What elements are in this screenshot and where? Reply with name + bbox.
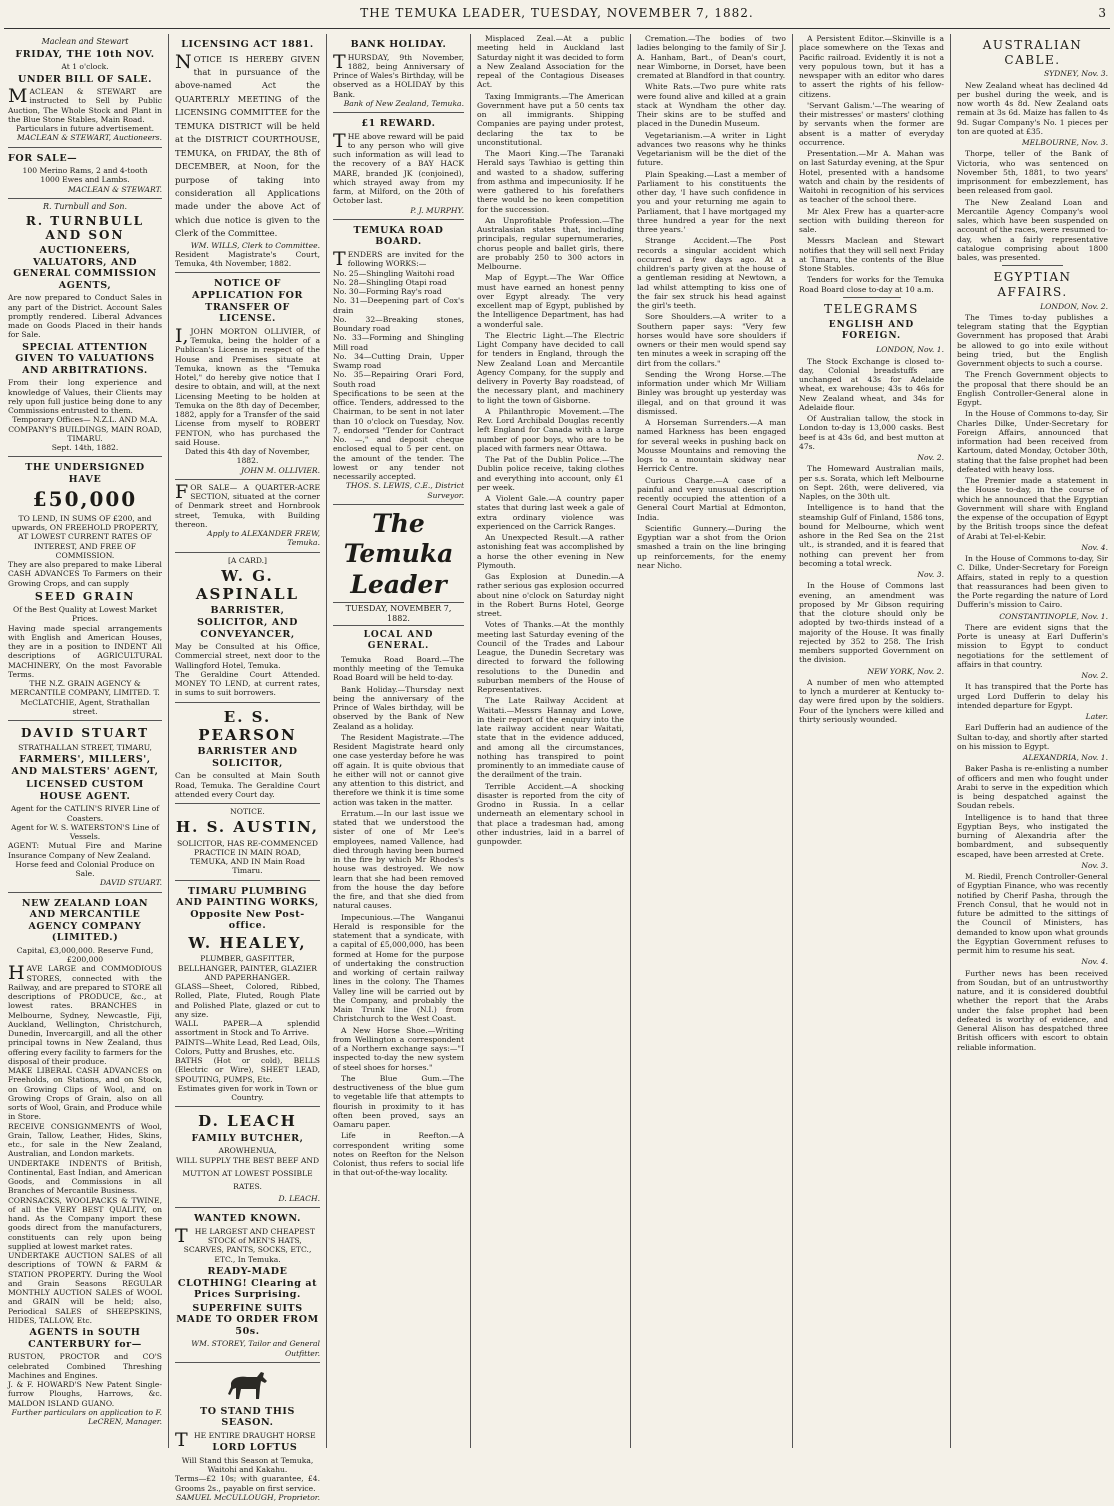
ad-body: Can be consulted at Main South Road, Temuka. The Geraldine Court attended every Court day. bbox=[175, 771, 320, 799]
ad-title: SOLICITOR, HAS RE-COMMENCED PRACTICE IN MAIN ROAD, TEMUKA, AND IN Main Road Timaru. bbox=[176, 838, 319, 876]
quarter-acre-ad bbox=[175, 480, 320, 553]
news-paragraph: A Violent Gale.—A country paper states that during last week a gale of extra ordinary violence was experienced on the Carrick Ranges. bbox=[477, 494, 624, 531]
masthead-rule bbox=[4, 28, 1110, 29]
column-1 bbox=[4, 34, 168, 1448]
news-paragraph: Earl Dufferin had an audience of the Sultan to-day, and shortly after started on his mission to Egypt. bbox=[957, 723, 1108, 751]
ad-title: BANK HOLIDAY. bbox=[350, 39, 447, 50]
issue-date: TUESDAY, NOVEMBER 7, 1882. bbox=[333, 602, 464, 626]
dateline: Later. bbox=[1085, 712, 1108, 721]
dateline: NEW YORK, Nov. 2. bbox=[867, 666, 944, 676]
egyptian-affairs-heading: EGYPTIAN AFFAIRS. bbox=[993, 270, 1072, 299]
ad-title: FOR SALE— bbox=[8, 152, 78, 164]
ad-signature: THE N.Z. GRAIN AGENCY & MERCANTILE COMPANY, LIMITED. T. McCLATCHIE, Agent, Strathallan street. bbox=[10, 679, 160, 716]
news-paragraph: 'Servant Galism.'—The wearing of their mistresses' or masters' clothing by servants when the former are absent is a matter of everyday occurrence. bbox=[799, 100, 944, 147]
news-paragraph: M. Riedil, French Controller-General of Egyptian Finance, who was recently notified by Cherif Pasha, through the French Consul, that he would not in future be admitted to the sittings of the Council of Ministers, has demanded to know upon what grounds the Egyptian Government refuses to permit him to resume his seat. bbox=[957, 872, 1108, 955]
news-paragraph: Temuka Road Board.—The monthly meeting of the Temuka Road Board will be held to-day. bbox=[333, 654, 464, 683]
ad-signature: P. J. MURPHY. bbox=[410, 205, 464, 215]
news-paragraph: Presentation.—Mr A. Mahan was on last Saturday evening, at the Spur Hotel, presented with a handsome watch and chain by the residents of Waitohi in recognition of his services as teacher of the school there. bbox=[799, 149, 944, 205]
ad-body: Of the Best Quality at Lowest Market Prices. bbox=[12, 605, 158, 624]
ad-capital: Capital, £3,000,000. Reserve Fund, £200,000 bbox=[16, 945, 154, 965]
section-rule bbox=[1002, 265, 1062, 266]
ad-particulars: Particulars in future advertisement. bbox=[15, 124, 155, 134]
ad-body: Will Stand this Season at Temuka, Waitohi and Kakahu. bbox=[181, 1455, 314, 1475]
ad-line: 100 Merino Rams, 2 and 4-tooth bbox=[22, 166, 148, 176]
section-rule bbox=[843, 297, 901, 298]
news-paragraph: A Horseman Surrenders.—A man named Harkness has been engaged for several weeks in pushing back on Mousse Mountains and removing the logs to a mountain skidway near Herrick Centre. bbox=[637, 418, 786, 474]
news-paragraph: Life in Reefton.—A correspondent writing some notes on Reefton for the Nelson Colonist, thus refers to social life in that out-of-the-way locality. bbox=[333, 1131, 464, 1178]
ad-signature: D. LEACH. bbox=[278, 1194, 320, 1204]
news-paragraph: White Rats.—Two pure white rats were found alive and killed at a grain stack at Wyndham the other day. Their skins are to be stuffed and placed in the Dunedin Museum. bbox=[637, 82, 786, 129]
ad-body: Estimates given for work in Town or Country. bbox=[177, 1083, 318, 1102]
news-paragraph: Cremation.—The bodies of two ladies belonging to the family of Sir J. A. Hanham, Bart., of Dean's court, near Wimborne, in Dorset, have been cremated at Blandford in that country. bbox=[637, 34, 786, 80]
ad-title: FAMILY BUTCHER, bbox=[191, 1132, 304, 1144]
ad-title: WANTED KNOWN. bbox=[193, 1213, 302, 1225]
news-paragraph: A Persistent Editor.—Skinville is a place somewhere on the Texas and Pacific railroad. Evidently it is not a very populous town, but it has a newspaper with an editor who dares to assert the rights of his fellow-citizens. bbox=[799, 34, 944, 99]
news-paragraph: Strange Accident.—The Post records a singular accident which occurred a few days ago. At a children's party given at the house of a gentleman residing at Newtown, a lad whilst attempting to kiss one of the fair sex struck his head against the girl's teeth. bbox=[637, 236, 786, 310]
nz-loan-ad bbox=[8, 893, 162, 1431]
news-paragraph: There are evident signs that the Porte is uneasy at Earl Dufferin's mission to Egypt to conduct negotiations for the settlement of affairs in that country. bbox=[957, 622, 1108, 669]
news-paragraph: The Resident Magistrate.—The Resident Magistrate heard only one case yesterday before he was off again. It is quite obvious that he either will not or cannot give any attention to this district, and therefore we think it is time some action was taken in the matter. bbox=[333, 732, 464, 807]
ad-terms: TO LEND, IN SUMS OF £200, and upwards, ON FREEHOLD PROPERTY, AT LOWEST CURRENT RATES OF INTEREST, AND FREE OF COMMISSION. bbox=[11, 513, 159, 560]
dateline: ALEXANDRIA, Nov. 1. bbox=[1022, 753, 1108, 762]
news-paragraph: Votes of Thanks.—At the monthly meeting last Saturday evening of the Council of the Trades and Labour League, the Dunedin Secretary was directed to forward the following resolutions to the Dunedin and suburban members of the House of Representatives. bbox=[477, 620, 624, 694]
licensing-act-notice bbox=[175, 34, 320, 273]
news-paragraph: The Premier made a statement in the House to-day, in the course of which he announced that the Egyptian Government will share with England the expense of the occupation of Egypt by the British troops since the defeat of Arabi at Tel-el-Kebir. bbox=[957, 476, 1108, 541]
ad-signature: WM. WILLS, Clerk to Committee. bbox=[190, 240, 320, 250]
news-paragraph: Curious Charge.—A case of a painful and very unusual description recently occupied the attention of a General Court Martial at Edmonton, India. bbox=[637, 475, 786, 522]
dateline: LONDON, Nov. 1. bbox=[876, 345, 944, 355]
ad-name: H. S. AUSTIN, bbox=[175, 818, 320, 837]
ad-offices: Temporary Offices— N.Z.L. AND M.A. COMPANY'S BUILDINGS, MAIN ROAD, TIMARU. bbox=[8, 415, 162, 443]
news-paragraph: Sending the Wrong Horse.—The information under which Mr William Binley was brought up yesterday was illegal, and on that ground it was dismissed. bbox=[637, 369, 786, 416]
ad-agents: AGENTS in SOUTH CANTERBURY for— bbox=[28, 1327, 142, 1350]
ad-signature: MACLEAN & STEWART, Auctioneers. bbox=[17, 133, 162, 143]
ad-body: THE ENTIRE DRAUGHT HORSE bbox=[175, 1429, 316, 1452]
david-stuart-ad bbox=[8, 721, 162, 892]
ad-body: NOTICE IS HEREBY GIVEN that in pursuance of the above-named Act the QUARTERLY MEETING of the LICENSING COMMITTEE for the TEMUKA DISTRICT will be held at the DISTRICT COURTHOUSE, TEMUKA, on FRIDAY, the 8th of DECEMBER, at Noon, for the purpose of taking into consideration all Applications made under the above Act of which due notice is given to the Clerk of the Committee. bbox=[175, 50, 320, 239]
ad-title: NOTICE OF APPLICATION FOR TRANSFER OF LICENSE. bbox=[192, 278, 303, 325]
ad-name: R. TURNBULL AND SON bbox=[25, 213, 145, 243]
dateline: Nov. 2. bbox=[917, 453, 944, 463]
aspinall-card bbox=[175, 553, 320, 703]
dateline: CONSTANTINOPLE, Nov. 1. bbox=[999, 611, 1108, 621]
ad-trade: PLUMBER, GASFITTER, BELLHANGER, PAINTER, GLAZIER AND PAPERHANGER. bbox=[178, 954, 317, 982]
news-paragraph: The Times to-day publishes a telegram stating that the Egyptian Government has proposed that Arabi be allowed to go into exile without being tried, but the English Government objects to such a course. bbox=[957, 312, 1108, 368]
news-paragraph: An Unprofitable Profession.—The Australasian states that, including principals, regular supernumeraries, chorus people and ballet girls, there are probably 250 to 300 actors in Melbourne. bbox=[477, 215, 624, 271]
pearson-card bbox=[175, 703, 320, 805]
news-paragraph: It has transpired that the Porte has urged Lord Dufferin to delay his intended departure for Egypt. bbox=[957, 682, 1108, 710]
news-paragraph: The Electric Light.—The Electric Light Company have decided to call for tenders in England, through the New Zealand Loan and Mercantile Agency Company, for the supply and delivery in Poverty Bay roadstead, of the necessary plant, and machinery to light the town of Gisborne. bbox=[477, 330, 624, 405]
local-general-paragraphs bbox=[333, 655, 464, 1178]
news-paragraph: Mr Alex Frew has a quarter-acre section with building thereon for sale. bbox=[799, 206, 944, 234]
ad-name: W. G. ASPINALL bbox=[195, 566, 300, 604]
road-board-tenders bbox=[333, 220, 464, 505]
australian-cable-heading: AUSTRALIAN CABLE. bbox=[982, 38, 1083, 67]
ad-signature: MACLEAN & STEWART. bbox=[67, 184, 162, 194]
horse-icon bbox=[225, 1369, 271, 1403]
ad-signature: JOHN M. OLLIVIER. bbox=[240, 465, 320, 475]
ad-body: MACLEAN & STEWART are instructed to Sell by Public Auction, The Whole Stock and Plant in the Blue Stone Stables, Main Road. bbox=[8, 85, 162, 124]
ad-body: May be Consulted at his Office, Commercial street, next door to the Wallingford Hotel, Temuka. bbox=[175, 642, 320, 670]
column-2 bbox=[168, 34, 326, 1502]
news-paragraph: Baker Pasha is re-enlisting a number of officers and men who fought under Arabi to serve in the expedition which is being despatched against the Soudan rebels. bbox=[957, 764, 1108, 811]
ad-horse-name: LORD LOFTUS bbox=[212, 1442, 298, 1454]
ad-agent: Agent for W. S. WATERSTON'S Line of Vessels. bbox=[11, 822, 159, 842]
grain-agency-ad bbox=[8, 457, 162, 721]
ad-body: CORNSACKS, WOOLPACKS & TWINE, of all the VERY BEST QUALITY, on hand. As the Company import these goods direct from the manufacturers, constituents can rely upon being supplied at lowest market rates. bbox=[8, 1195, 162, 1251]
ad-title: NEW ZEALAND LOAN AND MERCANTILE AGENCY COMPANY (LIMITED.) bbox=[21, 897, 149, 944]
ad-signature: WM. STOREY, Tailor and General Outfitter. bbox=[191, 1339, 320, 1358]
ad-signature: Apply to ALEXANDER FREW, Temuka. bbox=[207, 529, 320, 548]
ad-body: Horse feed and Colonial Produce on Sale. bbox=[15, 859, 155, 879]
dateline: Nov. 4. bbox=[1081, 542, 1108, 552]
ad-title: £1 REWARD. bbox=[361, 118, 436, 130]
dateline: SYDNEY, Nov. 3. bbox=[1043, 69, 1108, 79]
news-paragraph: Vegetarianism.—A writer in Light advances two reasons why he thinks Vegetarianism will be the diet of the future. bbox=[637, 130, 786, 168]
news-paragraph: Intelligence is to hand that the steamship Gulf of Finland, 1586 tons, bound for Melbourne, which went ashore in the Red Sea on the 21st ult., is stranded, and it is feared that nothing can prevent her from becoming a total wreck. bbox=[799, 503, 944, 568]
ad-title: AUCTIONEERS, VALUATORS, AND GENERAL COMMISSION AGENTS, bbox=[13, 244, 157, 291]
ad-firm: Maclean and Stewart bbox=[41, 37, 129, 46]
ad-address: STRATHALLAN STREET, TIMARU, bbox=[18, 742, 152, 752]
ad-body: FOR SALE— A QUARTER-ACRE SECTION, situated at the corner of Denmark street and Hornbrook street, Temuka, with Building thereon. bbox=[175, 480, 320, 529]
ad-body: RUSTON, PROCTOR and CO'S celebrated Combined Threshing Machines and Engines. bbox=[8, 1352, 162, 1380]
ad-body: Are now prepared to Conduct Sales in any part of the District. Account Sales promptly rendered. Liberal Advances made on Goods Placed in their hands for Sale. bbox=[8, 293, 162, 340]
news-paragraph: Taxing Immigrants.—The American Government have put a 50 cents tax on all immigrants. Shipping Companies are paying under protest, declaring the tax to be unconstitutional. bbox=[477, 91, 624, 147]
contract-list bbox=[333, 269, 464, 389]
maclean-sale-ad bbox=[8, 34, 162, 148]
ad-date: Sept. 14th, 1882. bbox=[51, 443, 119, 453]
ad-terms: Terms—£2 10s; with guarantee, £4. Grooms 2s., payable on first service. bbox=[175, 1474, 320, 1493]
ad-name: E. S. PEARSON bbox=[198, 707, 297, 744]
ad-amount: £50,000 bbox=[32, 487, 138, 512]
ad-body: UNDERTAKE AUCTION SALES of all descriptions of TOWN & FARM & STATION PROPERTY. During the Wool and Grain Seasons REGULAR MONTHLY AUCTION SALES of WOOL and GRAIN will be held; also, Periodical SALES of SHEEPSKINS, HIDES, TALLOW, Etc. bbox=[8, 1251, 162, 1325]
ad-title: BARRISTER, SOLICITOR, AND CONVEYANCER, bbox=[197, 605, 298, 640]
ad-name: DAVID STUART bbox=[20, 726, 150, 741]
telegrams-subheading: ENGLISH AND FOREIGN. bbox=[828, 320, 915, 342]
ad-title: THE UNDERSIGNED HAVE bbox=[25, 462, 145, 485]
ad-line: 1000 Ewes and Lambs. bbox=[40, 175, 130, 185]
ad-body: The Geraldine Court Attended. MONEY TO LEND, at current rates, in sums to suit borrowers. bbox=[175, 669, 320, 698]
ad-body: UNDERTAKE INDENTS of British, Continental, East Indian, and American Goods, and Commissions in all Branches of Mercantile Business. bbox=[8, 1158, 162, 1196]
austin-notice bbox=[175, 804, 320, 881]
contract-item: No. 31—Deepening part of Cox's drain bbox=[333, 296, 464, 315]
news-paragraph: Misplaced Zeal.—At a public meeting held in Auckland last Saturday night it was decided to form a New Zealand Association for the repeal of the Contagious Diseases Act. bbox=[477, 34, 624, 90]
news-paragraph: An Unexpected Result.—A rather astonishing feat was accomplished by a horse the other evening in New Plymouth. bbox=[477, 533, 624, 570]
column-6 bbox=[792, 34, 950, 1448]
news-paragraph: The Stock Exchange is closed to-day, Colonial breadstuffs are unchanged at 43s for Adelaide wheat, ex warehouse; 43s to 46s for New Zealand wheat, and 34s for Adelaide flour. bbox=[799, 356, 944, 412]
local-general-heading: LOCAL AND GENERAL. bbox=[363, 629, 434, 651]
ad-place: AROWHENUA, bbox=[218, 1146, 277, 1156]
news-paragraph: Of Australian tallow, the stock in London to-day is 13,000 casks. Best beef is at 43s 6d, and best mutton at 47s. bbox=[799, 414, 944, 451]
contract-item: No. 28—Shingling Otapi road bbox=[333, 277, 447, 287]
news-paragraph: Erratum.—In our last issue we stated that we understood the sister of one of Mr Lee's employees, named Vallence, had died through having been burned in the fire by which Mr Rhodes's house was destroyed. We now learn that she had been removed from the house the day before the fire, and that she died from natural causes. bbox=[333, 808, 464, 911]
ad-title: TEMUKA ROAD BOARD. bbox=[353, 224, 444, 248]
ad-signature: SAMUEL McCULLOUGH, Proprietor. bbox=[176, 1492, 320, 1502]
page-masthead bbox=[0, 6, 1114, 26]
ad-signature: DAVID STUART. bbox=[99, 878, 162, 888]
ad-body: J. & F. HOWARD'S New Patent Single-furrow Ploughs, Harrows, &c. MALDON ISLAND GUANO. bbox=[8, 1380, 162, 1408]
news-paragraph: Intelligence is to hand that three Egyptian Beys, who instigated the burning of Alexandria after the bombardment, and subsequently escaped, have been arrested at Crete. bbox=[957, 812, 1108, 859]
ad-body: READY-MADE CLOTHING! Clearing at Prices Surprising. bbox=[177, 1265, 318, 1301]
bank-holiday-notice bbox=[333, 34, 464, 113]
contract-item: No. 33—Forming and Shingling Mill road bbox=[333, 333, 464, 352]
ad-body: PAINTS—White Lead, Red Lead, Oils, Colors, Putty and Brushes, etc. bbox=[175, 1037, 320, 1056]
news-paragraph: Impecunious.—The Wanganui Herald is responsible for the statement that a syndicate, with a capital of £5,000,000, has been formed at Home for the purpose of undertaking the construction and working of certain railway lines in the colony. The Thames Valley line will be carried out by the Company, and probably the Main Trunk line (N.I.) from Christchurch to the West Coast. bbox=[333, 912, 464, 1024]
contract-item: No. 34—Cutting Drain, Upper Swamp road bbox=[333, 351, 464, 371]
contract-item: No. 32—Breaking stones, Boundary road bbox=[333, 314, 464, 334]
ad-body: From their long experience and knowledge of Values, their Clients may rely upon full justice being done to any Commissions entrusted to them. bbox=[8, 378, 162, 416]
ad-date: FRIDAY, THE 10th NOV. bbox=[15, 48, 155, 60]
news-paragraph: The New Zealand Loan and Mercantile Agency Company's wool sales, which have been suspended on account of the races, were resumed to-day, when a fairly representative catalogue comprising about 1800 bales, was presented. bbox=[957, 197, 1108, 262]
reward-notice bbox=[333, 113, 464, 220]
ad-body: They are also prepared to make Liberal CASH ADVANCES To Farmers on their Growing Crops, and can supply bbox=[8, 560, 162, 588]
column-7 bbox=[950, 34, 1112, 1448]
news-paragraph: Plain Speaking.—Last a member of Parliament to his constituents the other day, 'I have such confidence in you and your returning me again to Parliament, that I have mortgaged my three hundred a year for the next three years.' bbox=[637, 169, 786, 234]
dateline: MELBOURNE, Nov. 3. bbox=[1021, 138, 1108, 147]
ad-licensed: LICENSED CUSTOM HOUSE AGENT. bbox=[26, 779, 144, 802]
ad-body: WALL PAPER—A splendid assortment in Stock and To Arrive. bbox=[175, 1019, 320, 1038]
news-paragraph: The Late Railway Accident at Waitati.—Messrs Hannay and Lowe, in their report of the enquiry into the late railway accident near Waitati, state that in the evidence adduced, and among all the circumstances, nothing has transpired to point prominently to an immediate cause of the derailment of the train. bbox=[477, 696, 624, 780]
news-paragraph: Thorpe, teller of the Bank of Victoria, who was sentenced on November 5th, 1881, to two years' imprisonment for embezzlement, has been released from gaol. bbox=[957, 149, 1108, 196]
news-paragraph: Tenders for works for the Temuka Road Board close to-day at 10 a.m. bbox=[799, 275, 944, 294]
news-paragraph: The Blue Gum.—The destructiveness of the blue gum to vegetable life that attempts to flourish in proximity to it has often been proved, says an Oamaru paper. bbox=[333, 1073, 464, 1129]
dateline: LONDON, Nov. 2. bbox=[1040, 301, 1108, 311]
news-paragraph: In the House of Commons to-day, Sir Charles Dilke, Under-Secretary for Foreign Affairs, announced that information had been received from Kartoum, dated Monday, October 30th, stating that the false prophet had been defeated with heavy loss. bbox=[957, 409, 1108, 474]
ad-name: D. LEACH bbox=[198, 1112, 297, 1131]
ad-seed: SEED GRAIN bbox=[34, 589, 136, 603]
news-paragraph: A Philanthropic Movement.—The Rev. Lord Archibald Douglas recently left England for Canada with a large number of poor boys, who are to be placed with farmers near Ottawa. bbox=[477, 406, 624, 453]
news-paragraph: The French Government objects to the proposal that there should be an English Controller-General alone in Egypt. bbox=[957, 370, 1108, 407]
column-4 bbox=[470, 34, 630, 1448]
ad-body: MAKE LIBERAL CASH ADVANCES on Freeholds, on Stations, and on Stock, on Growing Clips of Wool, and on Growing Crops of Grain, also on all sorts of Wool, Grain, and Produce while in Store. bbox=[8, 1066, 162, 1122]
column-3 bbox=[326, 34, 470, 1448]
dateline: Nov. 4. bbox=[1081, 957, 1108, 967]
ad-body: THE above reward will be paid to any person who will give such information as will lead to the recovery of a BAY HACK MARE, branded JK (conjoined), which strayed away from my farm, at Milford, on the 20th of October last. bbox=[333, 129, 464, 206]
ad-body: TENDERS are invited for the following WORKS:— bbox=[333, 248, 464, 271]
news-paragraph: The Homeward Australian mails, per s.s. Sorata, which left Melbourne on Sept. 26th, were delivered, via Naples, on the 30th ult. bbox=[799, 464, 944, 502]
ad-body: WILL SUPPLY THE BEST BEEF AND MUTTON AT LOWEST POSSIBLE RATES. bbox=[175, 1156, 320, 1192]
ad-signature: Bank of New Zealand, Temuka. bbox=[343, 98, 464, 108]
ad-notice-label: NOTICE. bbox=[230, 807, 265, 817]
page-number: 3 bbox=[1098, 6, 1106, 20]
ad-title: TO STAND THIS SEASON. bbox=[200, 1405, 295, 1429]
ad-body: GLASS—Sheet, Colored, Ribbed, Rolled, Plate, Fluted, Rough Plate and Polished Plate, glazed or cut to any size. bbox=[175, 982, 320, 1019]
ad-signature: Further particulars on application to F. LeCREN, Manager. bbox=[11, 1407, 162, 1427]
contract-item: No. 30—Forming Ray's road bbox=[333, 287, 442, 297]
ad-title: BARRISTER AND SOLICITOR, bbox=[197, 746, 298, 769]
ad-date: Dated this 4th day of November, 1882. bbox=[185, 447, 310, 466]
news-paragraph: New Zealand wheat has declined 4d per bushel during the week, and is now worth 4s 8d. New Zealand oats remain at 3s 6d. Maize has fallen to 4s 9d. Sugar Company's No. 1 pieces per ton are quoted at £35. bbox=[957, 80, 1108, 136]
license-transfer-notice bbox=[175, 273, 320, 479]
news-paragraph: The Maori King.—The Taranaki Herald says Tawhiao is getting thin and wasted to a shadow, suffering from asthma and impecuniosity. If he were gathered to his forefathers there would be no keen competition for the succession. bbox=[477, 149, 624, 214]
news-paragraph: The Pat of the Dublin Police.—The Dublin police receive, taking clothes and everything into account, only £1 per week. bbox=[477, 455, 624, 492]
news-paragraph: A New Horse Shoe.—Writing from Wellington a correspondent of a Northern exchange says:—"I inspected to-day the new system of steel shoes for horses." bbox=[333, 1025, 464, 1072]
ad-title: FARMERS', MILLERS', AND MALSTERS' AGENT, bbox=[11, 754, 159, 777]
ad-time: At 1 o'clock. bbox=[61, 62, 109, 72]
nameplate-title: The Temuka Leader bbox=[343, 508, 454, 599]
ad-office: Resident Magistrate's Court, Temuka, 4th November, 1882. bbox=[175, 249, 320, 269]
news-paragraph: Bank Holiday.—Thursday next being the anniversary of the Prince of Wales birthday, will be observed by the Bank of New Zealand as a holiday. bbox=[333, 684, 464, 731]
rams-sale-ad bbox=[8, 148, 162, 199]
ad-title: LICENSING ACT 1881. bbox=[181, 39, 314, 50]
ad-body: THURSDAY, 9th November, 1882, being Anniversary of Prince of Wales's Birthday, will be observed as a HOLIDAY by this Bank. bbox=[333, 50, 464, 99]
ad-agent: AGENT: Mutual Fire and Marine Insurance Company of New Zealand. bbox=[8, 841, 162, 860]
ad-name: W. HEALEY, bbox=[188, 933, 307, 952]
dateline: Nov. 3. bbox=[1081, 860, 1108, 870]
storey-tailor-ad bbox=[175, 1208, 320, 1363]
ad-agent: Agent for the CATLIN'S RIVER Line of Coasters. bbox=[10, 804, 160, 823]
contract-item: No. 25—Shingling Waitohi road bbox=[333, 268, 455, 278]
draught-horse-ad bbox=[175, 1363, 320, 1506]
newspaper-nameplate bbox=[333, 509, 464, 626]
dateline: Nov. 2. bbox=[1081, 671, 1108, 680]
ad-signature: THOS. S. LEWIS, C.E., District Surveyor. bbox=[345, 481, 464, 500]
column-5 bbox=[630, 34, 792, 1448]
news-paragraph: Map of Egypt.—The War Office must have earned an honest penny over Egypt already. The very excellent map of Egypt, published by the Intelligence Department, has had a wonderful sale. bbox=[477, 273, 624, 329]
ad-title: TIMARU PLUMBING AND PAINTING WORKS, Opposite New Post-office. bbox=[176, 885, 319, 932]
contract-item: No. 35—Repairing Orari Ford, South road bbox=[333, 370, 464, 389]
ad-firm: R. Turnbull and Son. bbox=[42, 201, 128, 211]
news-paragraph: In the House of Commons last evening, an amendment was proposed by Mr Gibson requiring that the cloture should only be adopted by two-thirds instead of a majority of the House. It was finally rejected by 352 to 258. The Irish members supported Government on the division. bbox=[799, 581, 944, 665]
news-paragraph: Terrible Accident.—A shocking disaster is reported from the city of Grodno in Russia. In a cellar underneath an elementary school in that place a tradesman had, among other industries, laid in a barrel of gunpowder. bbox=[477, 781, 624, 846]
ad-body: THE LARGEST AND CHEAPEST STOCK of MEN'S HATS, SCARVES, PANTS, SOCKS, ETC., ETC., In Temuka. bbox=[175, 1224, 315, 1264]
news-paragraph: Further news has been received from Soudan, but of an untrustworthy nature, and it is considered doubtful whether the report that the Arabs under the false prophet had been defeated is worthy of evidence, and General Alison has despatched three British officers with escort to obtain reliable information. bbox=[957, 968, 1108, 1052]
ad-body: BATHS (Hot or cold), BELLS (Electric or Wire), SHEET LEAD, SPOUTING, PUMPS, Etc. bbox=[175, 1056, 320, 1084]
news-paragraph: Gas Explosion at Dunedin.—A rather serious gas explosion occurred about nine o'clock on Saturday night in the Robert Burns Hotel, George street. bbox=[477, 572, 624, 618]
ad-body: I,JOHN MORTON OLLIVIER, of Temuka, being the holder of a Publican's License in respect of the House and Premises situate at Temuka, known as the "Temuka Hotel," do hereby give notice that I desire to obtain, and will, at the next Licensing Meeting to be holden at Temuka on the 8th day of December, 1882, apply for a Transfer of the said License from myself to ROBERT FENTON, who has purchased the said House. bbox=[175, 324, 320, 447]
turnbull-ad bbox=[8, 199, 162, 457]
plumbing-works-ad bbox=[175, 881, 320, 1108]
dateline: Nov. 3. bbox=[917, 570, 944, 580]
telegrams-heading: TELEGRAMS bbox=[824, 301, 919, 316]
news-paragraph: Messrs Maclean and Stewart notifies that they will sell next Friday at Timaru, the contents of the Blue Stone Stables. bbox=[799, 236, 944, 273]
masthead-title: THE TEMUKA LEADER, TUESDAY, NOVEMBER 7, 1882. bbox=[360, 6, 754, 20]
news-paragraph: A number of men who attempted to lynch a murderer at Kentucky to-day were fired upon by the soldiers. Four of the lynchers were killed and thirty seriously wounded. bbox=[799, 677, 944, 724]
news-paragraph: Sore Shoulders.—A writer to a Southern paper says: "Very few horses would have sore shoulders if owners or their men would spend say ten minutes a week in scraping off the dirt from the collars." bbox=[637, 312, 786, 368]
ad-title: UNDER BILL OF SALE. bbox=[18, 73, 152, 85]
ad-body: RECEIVE CONSIGNMENTS of Wool, Grain, Tallow, Leather, Hides, Skins, etc., for sale in the New Zealand, Australian, and London markets. bbox=[8, 1121, 162, 1159]
news-paragraph: In the House of Commons to-day, Sir C. Dilke, Under-Secretary for Foreign Affairs, stated in reply to a question that reassurances had been given to the Porte regarding the nature of Lord Dufferin's mission to Cairo. bbox=[957, 554, 1108, 610]
news-paragraph: Scientific Gunnery.—During the Egyptian war a shot from the Orion smashed a train on the line bringing up reinforcements, for the enemy near Nicho. bbox=[637, 523, 786, 570]
ad-body: Specifications to be seen at the office. Tenders, addressed to the Chairman, to be sent in not later than 10 o'clock on Tuesday, Nov. 7, endorsed "Tender for Contract No. —," and deposit cheque enclosed equal to 5 per cent. on the amount of the tender. The lowest or any tender not necessarily accepted. bbox=[333, 388, 464, 482]
leach-butcher-ad bbox=[175, 1107, 320, 1208]
ad-card-label: [A CARD.] bbox=[227, 555, 268, 565]
ad-special: SPECIAL ATTENTION GIVEN TO VALUATIONS AND ARBITRATIONS. bbox=[15, 341, 155, 376]
ad-body: HAVE LARGE and COMMODIOUS STORES, connected with the Railway, and are prepared to STORE all descriptions of PRODUCE, &c., at lowest rates. BRANCHES in Melbourne, Sydney, Newcastle, Fiji, Auckland, Wellington, Christchurch, Dunedin, Invercargill, and all the other principal towns in New Zealand, thus offering every facility to farmers for the disposal of their produce. bbox=[8, 962, 162, 1066]
ad-body: Having made special arrangements with English and American Houses, they are in a position to INDENT All descriptions of AGRICULTURAL MACHINERY, On the most Favorable Terms. bbox=[8, 623, 162, 679]
ad-body: SUPERFINE SUITS MADE TO ORDER FROM 50s. bbox=[176, 1302, 319, 1337]
